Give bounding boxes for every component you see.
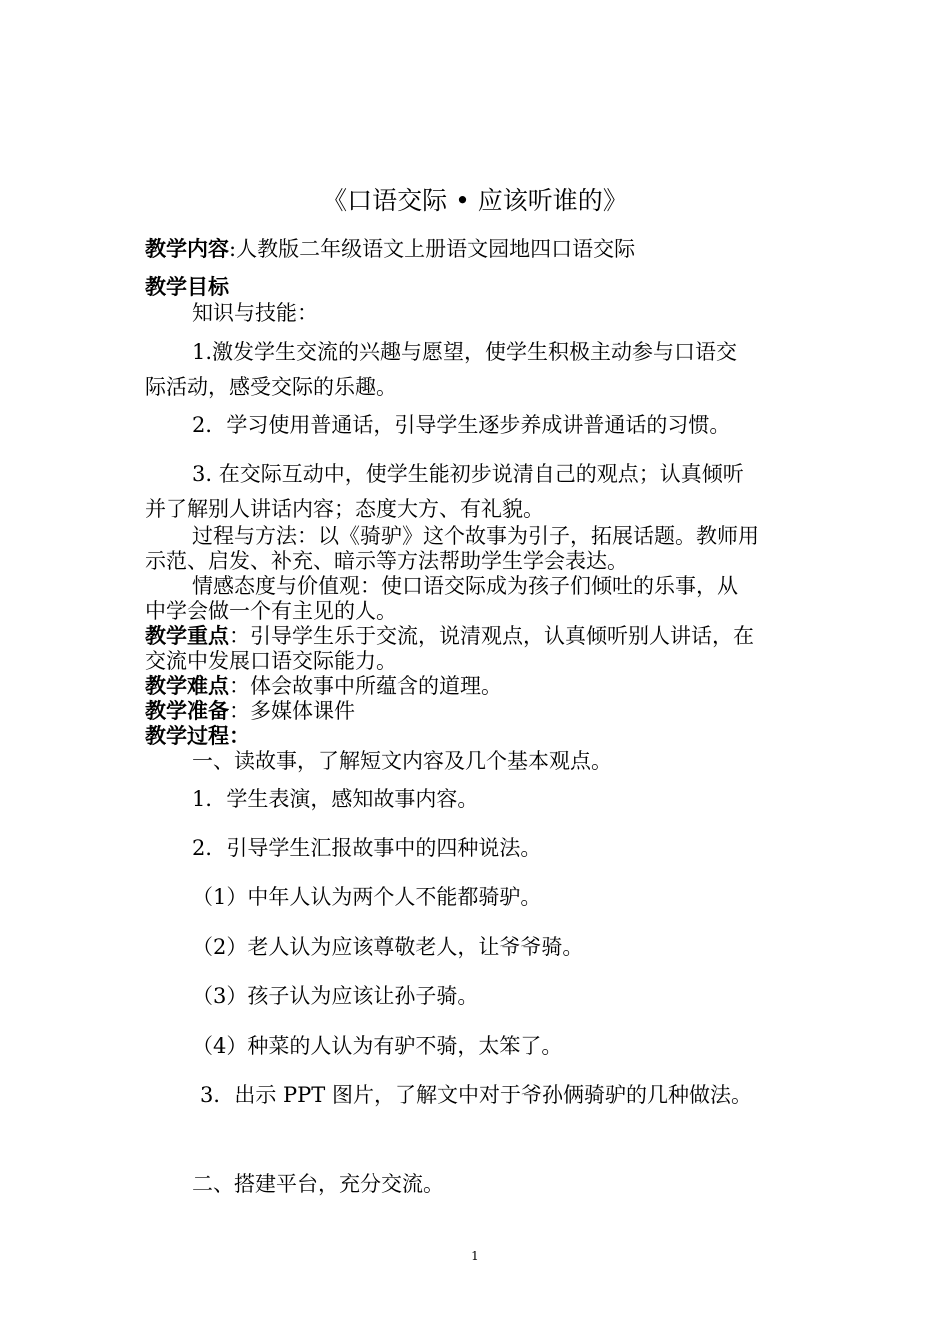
process-method-line2: 示范、启发、补充、暗示等方法帮助学生学会表达。: [145, 549, 628, 573]
key-text: ：引导学生乐于交流，说清观点，认真倾听别人讲话，在: [229, 624, 754, 648]
step1-1-line: 1．学生表演，感知故事内容。: [192, 787, 479, 811]
goal-heading: 教学目标: [145, 274, 229, 299]
key-line1: [145, 623, 754, 649]
goal1-line1: 1.激发学生交流的兴趣与愿望，使学生积极主动参与口语交: [192, 340, 738, 364]
document-title: 《口语交际 • 应该听谁的》: [322, 186, 628, 215]
view4-line: （4）种菜的人认为有驴不骑，太笨了。: [192, 1034, 563, 1058]
content-line: [145, 236, 635, 262]
prep-label: 教学准备: [145, 698, 229, 723]
step1-line: 一、读故事，了解短文内容及几个基本观点。: [192, 749, 612, 773]
goal2-line: 2．学习使用普通话，引导学生逐步养成讲普通话的习惯。: [192, 413, 731, 437]
difficulty-label: 教学难点: [145, 673, 229, 698]
goal3-line2: 并了解别人讲话内容；态度大方、有礼貌。: [145, 497, 544, 521]
prep-text: ：多媒体课件: [229, 699, 355, 723]
view1-line: （1）中年人认为两个人不能都骑驴。: [192, 885, 542, 909]
process-method-line1: 过程与方法：以《骑驴》这个故事为引子，拓展话题。教师用: [192, 524, 759, 548]
view3-line: （3）孩子认为应该让孙子骑。: [192, 984, 479, 1008]
key-line2: 交流中发展口语交际能力。: [145, 649, 397, 673]
difficulty-text: ：体会故事中所蕴含的道理。: [229, 674, 502, 698]
step1-3-line: 3．出示 PPT 图片，了解文中对于爷孙俩骑驴的几种做法。: [200, 1083, 752, 1107]
content-text: :人教版二年级语文上册语文园地四口语交际: [229, 237, 636, 261]
goal3-line1: 3. 在交际互动中，使学生能初步说清自己的观点；认真倾听: [192, 462, 744, 486]
prep-line: [145, 698, 355, 724]
page-number: 1: [471, 1249, 479, 1263]
goal1-line2: 际活动，感受交际的乐趣。: [145, 375, 397, 399]
knowledge-heading: 知识与技能：: [192, 301, 318, 325]
process-heading: 教学过程：: [145, 723, 250, 748]
emotion-line2: 中学会做一个有主见的人。: [145, 599, 397, 623]
step1-2-line: 2．引导学生汇报故事中的四种说法。: [192, 836, 542, 860]
content-label: 教学内容: [145, 236, 229, 261]
difficulty-line: [145, 673, 502, 699]
key-label: 教学重点: [145, 623, 229, 648]
emotion-line1: 情感态度与价值观：使口语交际成为孩子们倾吐的乐事，从: [192, 574, 738, 598]
view2-line: （2）老人认为应该尊敬老人，让爷爷骑。: [192, 935, 584, 959]
step2-line: 二、搭建平台，充分交流。: [192, 1172, 444, 1196]
